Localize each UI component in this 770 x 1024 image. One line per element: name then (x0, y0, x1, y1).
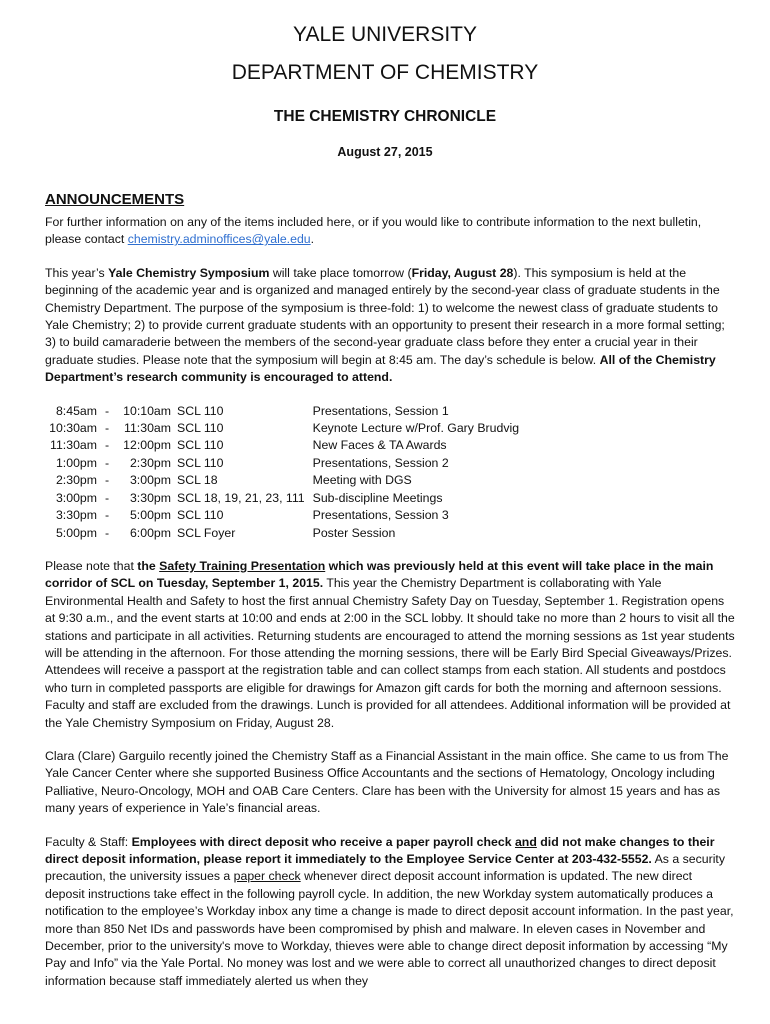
schedule-start-time: 10:30am (49, 421, 97, 436)
schedule-start-time: 2:30pm (55, 473, 97, 488)
document-body (45, 190, 735, 1006)
schedule-separator: - (104, 403, 110, 418)
schedule-separator: - (104, 455, 110, 470)
schedule-end-time: 12:00pm (123, 438, 171, 453)
schedule-room: SCL 18, 19, 21, 23, 111 (177, 490, 305, 505)
schedule-separator: - (104, 473, 110, 488)
newsletter-title: THE CHEMISTRY CHRONICLE (273, 108, 497, 125)
department-title: DEPARTMENT OF CHEMISTRY (231, 61, 539, 84)
schedule-row (45, 525, 519, 542)
schedule-event: Presentations, Session 3 (312, 508, 449, 523)
schedule-row (45, 507, 519, 524)
schedule-end-time: 11:30am (124, 421, 171, 436)
payroll-paragraph: Faculty & Staff: Employees with direct deposit who receive a paper payroll check and did not make changes to their direct deposit information, please report it immediately to the Employee Service Center at 203-432-5552. As a security precaution, the university issues a paper check whenever direct deposit account information is updated. The new direct deposit instructions take effect in the following payroll cycle. In addition, the new Workday system automatically produces a notification to the employee’s Workday inbox any time a change is made to direct deposit account information. In the past year, more than 850 Net IDs and passwords have been compromised by phish and malware. In eleven cases in November and December, prior to the university's move to Workday, thieves were able to change direct deposit information by accessing “My Pay and Info” via the Yale Portal. No money was lost and we were able to correct all unauthorized changes to direct deposit information because staff immediately alerted us when they (45, 834, 734, 988)
schedule-row (45, 472, 519, 489)
schedule-room: SCL 110 (177, 508, 224, 523)
intro-paragraph: For further information on any of the items included here, or if you would like to contribute information to the next bulletin, please contact chemistry.adminoffices@yale.edu. (45, 215, 702, 247)
schedule-room: SCL Foyer (177, 525, 236, 540)
schedule-end-time: 3:00pm (129, 473, 171, 488)
university-title: YALE UNIVERSITY (293, 23, 477, 46)
schedule-row (45, 420, 519, 437)
schedule-room: SCL 110 (177, 438, 224, 453)
schedule-row (45, 455, 519, 472)
schedule-start-time: 11:30am (50, 438, 97, 453)
safety-paragraph: Please note that the Safety Training Presentation which was previously held at this event will take place in the main corridor of SCL on Tuesday, September 1, 2015. This year the Chemistry Department is collaborating with Yale Environmental Health and Safety to host the first annual Chemistry Safety Day on Tuesday, September 1. Registration opens at 9:30 a.m., and the event starts at 10:00 and ends at 2:00 in the SCL lobby. It should take no more than 2 hours to visit all the stations and participate in all activities. Returning students are encouraged to attend the morning sessions as 1st year students will be attending in the afternoon. For those attending the morning sessions, there will be Early Bird Special Giveaways/Prizes. Attendees will receive a passport at the registration table and can collect stamps from each station. All students and postdocs who turn in completed passports are eligible for drawings for Amazon gift cards for both the morning and afternoon sessions. Faculty and staff are excluded from the drawings. Lunch is provided for all attendees. Additional information will be provided at the Yale Chemistry Symposium on Friday, August 28. (45, 558, 735, 730)
schedule-event: Sub-discipline Meetings (312, 490, 443, 505)
schedule-event: Presentations, Session 1 (312, 403, 449, 418)
symposium-paragraph: This year’s Yale Chemistry Symposium will take place tomorrow (Friday, August 28). This symposium is held at the beginning of the academic year and is organized and managed entirely by the second-year class of graduate students in the Chemistry Department. The purpose of the symposium is three-fold: 1) to welcome the newest class of graduate students to Yale Chemistry; 2) to provide current graduate students with an opportunity to present their research in a more formal setting; 3) to build camaraderie between the members of the second-year graduate class before they enter a crucial year in their graduate studies. Please note that the symposium will begin at 8:45 am. The day’s schedule is below. All of the Chemistry Department’s research community is encouraged to attend. (45, 265, 725, 385)
schedule-separator: - (104, 438, 110, 453)
section-heading: ANNOUNCEMENTS (45, 191, 185, 208)
new-staff-paragraph: Clara (Clare) Garguilo recently joined the Chemistry Staff as a Financial Assistant in the main office. She came to us from The Yale Cancer Center where she supported Business Office Accountants and the sections of Hematology, Oncology including Palliative, Neuro-Oncology, MOH and OAB Care Centers. Clare has been with the University for almost 15 years and has as many years of experience in Yale’s financial areas. (45, 748, 729, 816)
schedule-row (45, 490, 519, 507)
schedule-room: SCL 110 (177, 403, 224, 418)
schedule-end-time: 6:00pm (129, 525, 171, 540)
schedule-room: SCL 18 (177, 473, 218, 488)
schedule-separator: - (104, 490, 110, 505)
schedule-start-time: 8:45am (55, 403, 97, 418)
schedule-separator: - (104, 421, 110, 436)
safety-training-title: Safety Training Presentation (159, 558, 326, 573)
schedule-event: Poster Session (312, 525, 396, 540)
schedule-event: Keynote Lecture w/Prof. Gary Brudvig (312, 421, 520, 436)
schedule-separator: - (104, 508, 110, 523)
schedule-row (45, 437, 519, 454)
schedule-event: Meeting with DGS (312, 473, 412, 488)
schedule-start-time: 1:00pm (55, 455, 97, 470)
schedule-room: SCL 110 (177, 421, 224, 436)
schedule-start-time: 5:00pm (55, 525, 97, 540)
issue-date: August 27, 2015 (337, 145, 433, 159)
schedule-end-time: 10:10am (123, 403, 171, 418)
schedule-end-time: 5:00pm (129, 508, 171, 523)
schedule-separator: - (104, 525, 110, 540)
schedule-start-time: 3:30pm (55, 508, 97, 523)
schedule-row (45, 403, 519, 420)
symposium-schedule (45, 403, 519, 542)
schedule-room: SCL 110 (177, 455, 224, 470)
schedule-start-time: 3:00pm (55, 490, 97, 505)
schedule-end-time: 3:30pm (129, 490, 171, 505)
schedule-event: Presentations, Session 2 (312, 455, 449, 470)
schedule-end-time: 2:30pm (129, 455, 171, 470)
schedule-event: New Faces & TA Awards (312, 438, 447, 453)
contact-email-link[interactable]: chemistry.adminoffices@yale.edu (127, 232, 311, 247)
